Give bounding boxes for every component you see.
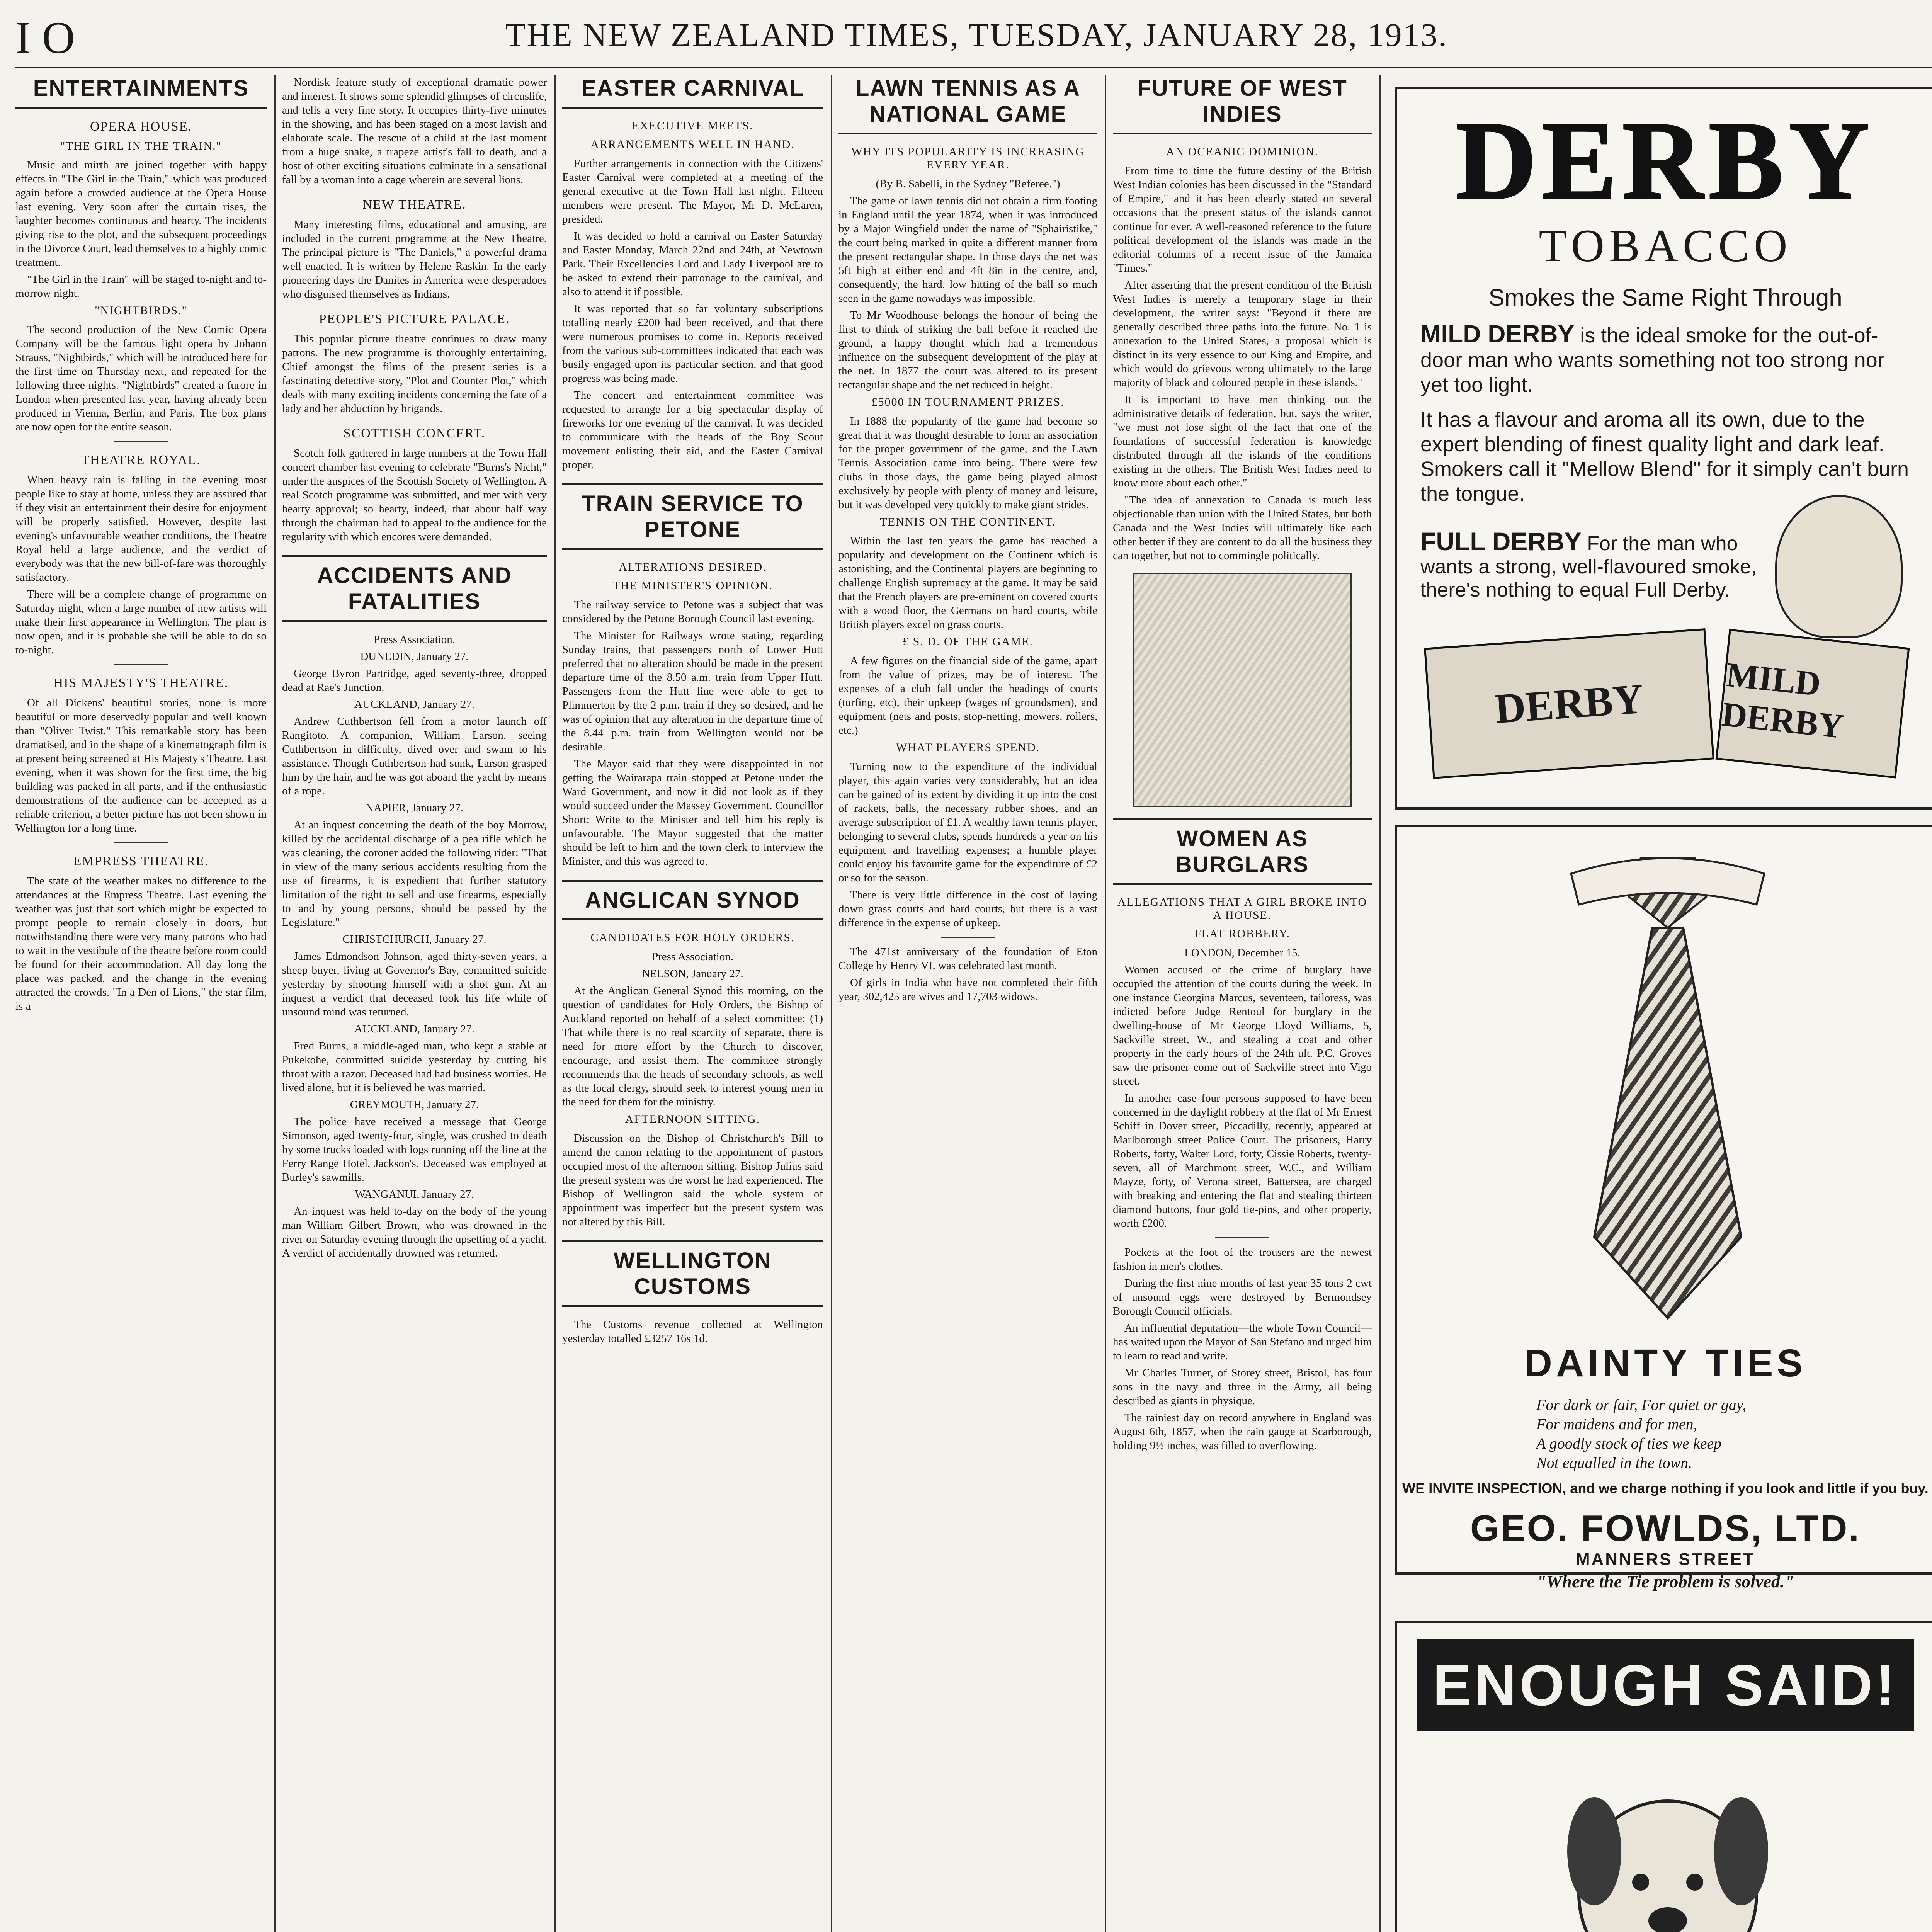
subheading-scottish-concert: SCOTTISH CONCERT.	[343, 426, 486, 440]
article-paragraph: The state of the weather makes no difference to the attendances at the Empress Theatre. Last evening the weather was just that sort which might be expected to prompt people to remain closely in doors, but notwithstanding there were very many patrons who had to wait in the vestibule of the theatre before room could be found for their accommodation. All day long the place was packed, and the change in the evening attracted the crowds. "In a Den of Lions," the star film, is a	[15, 875, 267, 1012]
column-rule	[831, 75, 832, 1932]
article-paragraph: Andrew Cuthbertson fell from a motor launch off Rangitoto. A companion, William Larson, seeing Cuthbertson in difficulty, dived over and swam to his assistance. Though Cuthbertson had sunk, Larson grasped him by the hair, and he was got aboard the yacht by means of a rope.	[282, 715, 547, 797]
article-paragraph: Discussion on the Bishop of Christchurch's Bill to amend the canon relating to the appointment of pastors occupied most of the afternoon sitting. Bishop Julius said the present system was the worst he had experienced. The Bishop of Wellington said the whole system of appointment was imperfect but the present system was not altered by this Bill.	[562, 1132, 823, 1228]
advertisement-column	[1383, 75, 1932, 1932]
masthead-rule	[15, 66, 1932, 68]
article-paragraph: When heavy rain is falling in the evening most people like to stay at home, unless they are assured that if they visit an entertainment their desire for enjoyment will be properly satisfied. However, despite last evening's unfavourable weather conditions, the Theatre Royal held a large audience, and the verdict of everybody was that the new bill-of-fare was thoroughly satisfactory.	[15, 474, 267, 583]
article-paragraph: The Minister for Railways wrote stating, regarding Sunday trains, that passengers north of Lower Hutt preferred that no alteration should be made in the present departure time of the 8.50 a.m. train from Upper Hutt. Passengers from the Hutt line were able to get to Plimmerton by the 2 p.m. train if they so desired, and he was of opinion that any alteration in the departure time of the 8.44 p.m. train from Wellington would not be desirable.	[562, 629, 823, 753]
ties-invitation: WE INVITE INSPECTION, and we charge nothing if you look and little if you buy.	[1402, 1480, 1929, 1496]
article-paragraph: Fred Burns, a middle-aged man, who kept a stable at Pukekohe, committed suicide yesterday by cutting his throat with a razor. Deceased had had business worries. He lived alone, but it is believed he was married.	[282, 1040, 547, 1094]
subheading-opera-house: OPERA HOUSE.	[90, 119, 192, 134]
subheading: £5000 IN TOURNAMENT PRIZES.	[871, 396, 1065, 408]
article-paragraph: An influential deputation—the whole Town Council—has waited upon the Mayor of San Stefano and urged him to learn to read and write.	[1113, 1322, 1372, 1362]
dateline: CHRISTCHURCH, January 27.	[342, 933, 486, 946]
subheading-girl-in-train: "THE GIRL IN THE TRAIN."	[60, 139, 222, 152]
dainty-ties-ad	[1395, 825, 1932, 1591]
article-paragraph: Of girls in India who have not completed their fifth year, 302,425 are wives and 17,703 widows.	[838, 976, 1097, 1003]
subheading-new-theatre: NEW THEATRE.	[362, 197, 466, 212]
subheading: TENNIS ON THE CONTINENT.	[880, 515, 1056, 528]
verse-line: A goodly stock of ties we keep	[1536, 1435, 1722, 1452]
column-carnival-train-synod	[562, 75, 823, 1932]
verse-line: Not equalled in the town.	[1536, 1454, 1692, 1471]
firm-name: GEO. FOWLDS, LTD.	[1470, 1508, 1861, 1549]
dateline: LONDON, December 15.	[1184, 947, 1300, 959]
separator	[114, 664, 168, 665]
ties-title: DAINTY TIES	[1524, 1342, 1807, 1385]
derby-copy-2: It has a flavour and aroma all its own, due to the expert blending of finest quality light and dark leaf. Smokers call it "Mellow Blend" for it simply can't burn the tongue.	[1420, 408, 1909, 505]
subheading: THE MINISTER'S OPINION.	[612, 579, 773, 592]
firm-slogan: "Where the Tie problem is solved."	[1536, 1571, 1794, 1591]
section-heading-burglars: WOMEN AS BURGLARS	[1113, 818, 1372, 885]
column-lawn-tennis	[838, 75, 1097, 1932]
portrait-illustration	[1133, 573, 1352, 807]
press-association-credit: Press Association.	[373, 633, 456, 646]
section-heading-anglican: ANGLICAN SYNOD	[562, 880, 823, 920]
subheading-peoples-palace: PEOPLE'S PICTURE PALACE.	[319, 312, 510, 326]
section-heading-west-indies: FUTURE OF WEST INDIES	[1113, 75, 1372, 134]
article-paragraph: Of all Dickens' beautiful stories, none is more beautiful or more deservedly popular and well known than "Oliver Twist." This remarkable story has been dramatised, and in the shape of a kinematograph film is at present being screened at His Majesty's Theatre. Last evening, when it was shown for the first time, the big building was packed in all parts, and if the enthusiastic demonstrations of the audience can be accepted as a reliable criterion, a better picture has not been shown in Wellington for a long time.	[15, 697, 267, 834]
article-paragraph: It is important to have men thinking out the administrative details of federation, but, says the writer, "we must not lose sight of the fact that one of the foundations of successful federation is knowledge distributed through all the islands of the conditions existing in the others. The British West Indies need to know more about each other."	[1113, 393, 1372, 489]
separator	[941, 937, 995, 938]
column-rule	[274, 75, 276, 1932]
subheading-theatre-royal: THEATRE ROYAL.	[81, 453, 201, 467]
newspaper-title: THE NEW ZEALAND TIMES, TUESDAY, JANUARY 28, 1913.	[505, 16, 1448, 53]
subheading: £ S. D. OF THE GAME.	[903, 635, 1033, 648]
subheading-his-majestys: HIS MAJESTY'S THEATRE.	[53, 676, 229, 690]
column-entertainments	[15, 75, 267, 1932]
article-paragraph: Further arrangements in connection with the Citizens' Easter Carnival were completed at a meeting of the general executive at the Town Hall last night. Fifteen members were present. The Mayor, Mr D. McLaren, presided.	[562, 157, 823, 225]
article-paragraph: Scotch folk gathered in large numbers at the Town Hall concert chamber last evening to celebrate "Burns's Nicht," under the auspices of the Scottish Society of Wellington. A real Scotch programme was submitted, and met with very hearty approval; so hearty, indeed, that about half way through the chairman had to appeal to the audience for the regularity with which encores were demanded.	[282, 447, 547, 543]
article-paragraph: The railway service to Petone was a subject that was considered by the Petone Borough Council last evening.	[562, 599, 823, 625]
section-heading-customs: WELLINGTON CUSTOMS	[562, 1240, 823, 1307]
section-heading-train: TRAIN SERVICE TO PETONE	[562, 483, 823, 550]
derby-logo: DERBY	[1456, 99, 1875, 223]
article-paragraph: Music and mirth are joined together with happy effects in "The Girl in the Train," which was produced again before a crowded audience at the Opera House last evening. Very soon after the curtain rises, the laughter becomes continuous and hearty. The incidents giving rise to the plot, and the subsequent proceedings in the Divorce Court, lead themselves to a highly comic treatment.	[15, 159, 267, 269]
column-rule	[554, 75, 556, 1932]
dateline: NELSON, January 27.	[642, 968, 743, 980]
masthead	[15, 8, 1932, 66]
section-heading-lawn-tennis: LAWN TENNIS AS A NATIONAL GAME	[838, 75, 1097, 134]
article-paragraph: At the Anglican General Synod this morning, on the question of candidates for Holy Orders, the Bishop of Auckland reported on behalf of a select committee: (1) That while there is no real scarcity of separate, there is need for more effort by the Church to discover, encourage, and assist them. The committee strongly recommends that the heads of secondary schools, as well as the local clergy, should seek to interest young men in the need for them for the ministry.	[562, 985, 823, 1108]
article-paragraph: James Edmondson Johnson, aged thirty-seven years, a sheep buyer, living at Governor's Bay, committed suicide yesterday by shooting himself with a shot gun. At an inquest a verdict that deceased took his life while of unsound mind was returned.	[282, 950, 547, 1018]
article-paragraph: In 1888 the popularity of the game had become so great that it was thought desirable to form an association for the proper government of the game, and the Lawn Tennis Association came into being. There were few clubs in those days, the game being played almost exclusively by people with plenty of money and leisure, but it was developed very quickly to make giant strides.	[838, 415, 1097, 511]
subheading: EXECUTIVE MEETS.	[632, 119, 753, 132]
press-association-credit: Press Association.	[651, 951, 734, 963]
section-heading-accidents: ACCIDENTS AND FATALITIES	[282, 555, 547, 622]
subheading-empress: EMPRESS THEATRE.	[73, 854, 209, 868]
article-paragraph: Within the last ten years the game has reached a popularity and development on the Continent which is astonishing, and the Continental players are beginning to challenge English supremacy at the game. It may be said that the French players are pre-eminent on covered courts with a wood floor, the Germans on hard courts, while British players excel on grass courts.	[838, 535, 1097, 631]
article-paragraph: Many interesting films, educational and amusing, are included in the current programme at the New Theatre. The principal picture is "The Daniels," a powerful drama well enacted. It is written by Helene Raskin. In the early pioneering days the Danites in America were desperadoes who disguised themselves as Indians.	[282, 218, 547, 300]
article-paragraph: This popular picture theatre continues to draw many patrons. The new programme is thoroughly entertaining. Chief amongst the films of the present series is a fascinating detective story, "Plot and Counter Plot," which deals with many exciting incidents concerning the fate of a lady and her abduction by brigands.	[282, 333, 547, 415]
article-paragraph: The game of lawn tennis did not obtain a firm footing in England until the year 1874, when it was introduced by a Major Wingfield under the name of "Sphairistike," the court being marked in quite a different manner from the present rectangular shape. In those days the net was 5ft high at either end and 4ft 8in in the centre, and, consequently, the hard, low hitting of the ball so much seen in the game nowadays was impossible.	[838, 195, 1097, 304]
article-paragraph: The concert and entertainment committee was requested to arrange for a big spectacular display of fireworks for one evening of the carnival. It was decided to communicate with the heads of the Boy Scout movement enlisting their aid, and the Easter Carnival proper.	[562, 389, 823, 471]
dateline: WANGANUI, January 27.	[355, 1188, 474, 1201]
article-paragraph: To Mr Woodhouse belongs the honour of being the first to think of striking the ball before it reached the ground, a happy thought which had a tremendous influence on the subsequent development of the play at the net. In 1877 the court was altered to its present rectangular shape and the net reduced in height.	[838, 309, 1097, 391]
page-number: I O	[15, 12, 75, 63]
column-theatres-accidents	[282, 75, 547, 1932]
article-paragraph: The second production of the New Comic Opera Company will be the famous light opera by Johann Strauss, "Nightbirds," which will be introduced here for the first time on Thursday next, and repeated for the following three nights. "Nightbirds" created a furore in London when presented last year, having already been produced in Vienna, Berlin, and Paris. The box plans are now open for the entire season.	[15, 323, 267, 433]
article-paragraph: "The idea of annexation to Canada is much less objectionable than union with the United States, but both Canada and the West Indies will ultimately like each other better if they are content to do all the business they can together, but not to commingle politically.	[1113, 494, 1372, 562]
article-paragraph: Nordisk feature study of exceptional dramatic power and interest. It shows some splendid glimpses of circuslife, and tells a very fine story. It occupies thirty-five minutes in the showing, and has been staged on a most lavish and elaborate scale. The rescue of a child at the last moment from a huge snake, a trapeze artist's fall to death, and a host of other exciting situations culminate in a sensational fall by a woman into a cage wherein are several lions.	[282, 76, 547, 186]
article-paragraph: The rainiest day on record anywhere in England was August 6th, 1857, when the rain gauge at Scarborough, holding 9½ inches, was filled to overflowing.	[1113, 1412, 1372, 1452]
enough-said-banner: ENOUGH SAID!	[1417, 1639, 1914, 1731]
derby-tobacco-ad	[1395, 87, 1932, 810]
article-paragraph: An inquest was held to-day on the body of the young man William Gilbert Brown, who was drowned in the river on Saturday evening through the upsetting of a yacht. A verdict of accidentally drowned was returned.	[282, 1205, 547, 1259]
derby-product: TOBACCO	[1539, 220, 1792, 271]
subheading: FLAT ROBBERY.	[1194, 927, 1291, 940]
necktie-illustration	[1525, 850, 1811, 1330]
section-heading-entertainments: ENTERTAINMENTS	[15, 75, 267, 109]
byline: (By B. Sabelli, in the Sydney "Referee.")	[876, 178, 1060, 190]
dog-illustration	[1490, 1755, 1845, 1932]
subheading: CANDIDATES FOR HOLY ORDERS.	[590, 931, 795, 944]
verse-line: For dark or fair, For quiet or gay,	[1536, 1396, 1747, 1413]
subheading: WHAT PLAYERS SPEND.	[896, 741, 1040, 754]
article-paragraph: The 471st anniversary of the foundation of Eton College by Henry VI. was celebrated last month.	[838, 946, 1097, 972]
separator	[114, 842, 168, 843]
article-paragraph: Mr Charles Turner, of Storey street, Bristol, has four sons in the navy and three in the Army, all being described as giants in physique.	[1113, 1367, 1372, 1407]
tobacco-tin-full: DERBY	[1424, 628, 1714, 779]
article-paragraph: It was decided to hold a carnival on Easter Saturday and Easter Monday, March 22nd and 24th, at Newtown Park. Their Excellencies Lord and Lady Liverpool are to be asked to extend their patronage to the carnival, and also to attend it if possible.	[562, 230, 823, 298]
mild-derby-label: MILD DERBY	[1420, 320, 1575, 348]
column-rule	[1105, 75, 1106, 1932]
full-derby-label: FULL DERBY	[1420, 527, 1582, 556]
article-paragraph: It was reported that so far voluntary subscriptions totalling nearly £200 had been received, and that there were numerous promises to come in. Reports received from the various sub-committees indicated that each was busily engaged upon its particular section, and that good progress was being made.	[562, 303, 823, 384]
subheading: WHY ITS POPULARITY IS INCREASING EVERY YEAR.	[851, 145, 1085, 171]
article-paragraph: "The Girl in the Train" will be staged to-night and to-morrow night.	[15, 273, 267, 299]
article-paragraph: In another case four persons supposed to have been concerned in the daylight robbery at the flat of Mr Ernest Schiff in Dover street, Piccadilly, recently, appeared at Marlborough street Police Court. The prisoners, Harry Roberts, forty, Walter Lord, forty, Cissie Roberts, twenty-seven, all of Marchmont street, W.C., and William Mayze, forty, of Verona street, Battersea, are charged with breaking and entering the flat and stealing thirteen diamond buttons, four gold tie-pins, and other property, worth £200.	[1113, 1092, 1372, 1230]
article-paragraph: A few figures on the financial side of the game, apart from the value of prizes, may be of interest. The expenses of a club fall under the headings of courts (turfing, etc), their upkeep (wages of groundsmen), and equipment (nets and posts, stop-netting, mowers, rollers, etc.)	[838, 655, 1097, 736]
smoker-illustration	[1775, 495, 1903, 638]
article-paragraph: George Byron Partridge, aged seventy-three, dropped dead at Rae's Junction.	[282, 667, 547, 694]
subheading: ALTERATIONS DESIRED.	[619, 561, 767, 573]
article-paragraph: At an inquest concerning the death of the boy Morrow, killed by the accidental discharge of a pea rifle which he was cleaning, the coroner added the following rider: "That in view of the many serious accidents resulting from the use of firearms, it is expedient that further statutory limitation of the right to sell and use firearms, especially to and by young persons, should be passed by the Legislature."	[282, 819, 547, 929]
dateline: AUCKLAND, January 27.	[354, 698, 474, 711]
dateline: AUCKLAND, January 27.	[354, 1023, 474, 1035]
tobacco-tin-mild: MILD DERBY	[1716, 629, 1910, 778]
ties-verse	[1536, 1395, 1746, 1473]
article-paragraph: After asserting that the present condition of the British West Indies is merely a temporary stage in their development, the writer says: "Beyond it there are generally described three paths into the future. No. 1 is annexation to the United States, a proposal which is distinct in its very essence to our King and Empire, and which would do grievous wrong ultimately to the large majority of black and coloured people in these islands."	[1113, 279, 1372, 389]
article-paragraph: Pockets at the foot of the trousers are the newest fashion in men's clothes.	[1113, 1246, 1372, 1272]
subheading: AFTERNOON SITTING.	[625, 1113, 760, 1126]
article-paragraph: The Customs revenue collected at Wellington yesterday totalled £3257 16s 1d.	[562, 1318, 823, 1345]
article-paragraph: Women accused of the crime of burglary have occupied the attention of the courts during the week. In one instance Georgina Marcus, seventeen, tailoress, was indicted before Judge Rentoul for burglary in the dwelling-house of Mr George Lloyd Williams, 5, Sackville street, W., and stealing a coat and other property in the early hours of the 24th ult. P.C. Groves saw the prisoner come out of Sackville street into Vigo street.	[1113, 964, 1372, 1087]
verse-line: For maidens and for men,	[1536, 1415, 1697, 1433]
mild-derby-copy: is the ideal smoke for the out-of-door man who wants something not too strong nor yet too light.	[1420, 324, 1884, 396]
dateline: NAPIER, January 27.	[366, 802, 463, 814]
article-paragraph: The police have received a message that George Simonson, aged twenty-four, single, was crushed to death by some trucks loaded with logs running off the line at the Ferry Range Hotel, Jackson's. Deceased was employed at Burley's sawmills.	[282, 1116, 547, 1184]
article-paragraph: From time to time the future destiny of the British West Indian colonies has been discussed in the "Standard of Empire," and it has been clearly stated on several occasions that the present status of the islands cannot continue for ever. A well-reasoned reference to the future political development of the islands was made in the editorial columns of a recent issue of the Jamaica "Times."	[1113, 165, 1372, 274]
subheading: AN OCEANIC DOMINION.	[1166, 145, 1319, 158]
column-rule	[1379, 75, 1381, 1932]
derby-tagline: Smokes the Same Right Through	[1488, 284, 1842, 311]
full-derby-block	[1420, 527, 1764, 602]
article-paragraph: There will be a complete change of programme on Saturday night, when a large number of new artists will make their first appearance in Wellington. The plan is now open, and it is probable she will be able to do so to-night.	[15, 588, 267, 656]
article-paragraph: There is very little difference in the cost of laying down grass courts and hard courts, but there is a vast difference in the expense of upkeep.	[838, 889, 1097, 929]
subheading: ARRANGEMENTS WELL IN HAND.	[590, 138, 795, 151]
subheading-nightbirds: "NIGHTBIRDS."	[95, 304, 187, 317]
dateline: DUNEDIN, January 27.	[360, 650, 469, 663]
full-derby-copy: For the man who wants a strong, well-flavoured smoke, there's nothing to equal Full Derby.	[1420, 532, 1757, 601]
article-paragraph: Turning now to the expenditure of the individual player, this again varies very considerably, but an idea can be gained of its extent by dividing it up into the cost of rackets, balls, the necessary rubber shoes, and an average subscription of £1. A wealthy lawn tennis player, belonging to several clubs, spends hundreds a year on his equipment and travelling expenses; a humble player could enjoy his favourite game for the expenditure of £2 or so for the season.	[838, 760, 1097, 884]
firm-street: MANNERS STREET	[1575, 1550, 1755, 1569]
article-paragraph: During the first nine months of last year 35 tons 2 cwt of unsound eggs were destroyed by Bermondsey Borough Council officials.	[1113, 1277, 1372, 1317]
dateline: GREYMOUTH, January 27.	[350, 1099, 479, 1111]
column-west-indies-burglars	[1113, 75, 1372, 1932]
derby-copy	[1420, 321, 1910, 397]
section-heading-easter: EASTER CARNIVAL	[562, 75, 823, 109]
subheading: ALLEGATIONS THAT A GIRL BROKE INTO A HOUSE.	[1117, 896, 1367, 922]
article-paragraph: The Mayor said that they were disappointed in not getting the Wairarapa train stopped at Petone under the Ward Government, and now it did not look as if they would succeed under the Massey Government. Councillor Short: Write to the Minister and tell him his reply is unfavourable. The Mayor suggested that the matter should be left to him and the town clerk to interview the Minister, and this was agreed to.	[562, 758, 823, 867]
royal-standard-tobacco-ad	[1395, 1621, 1932, 1932]
separator	[1215, 1237, 1269, 1238]
separator	[114, 441, 168, 442]
